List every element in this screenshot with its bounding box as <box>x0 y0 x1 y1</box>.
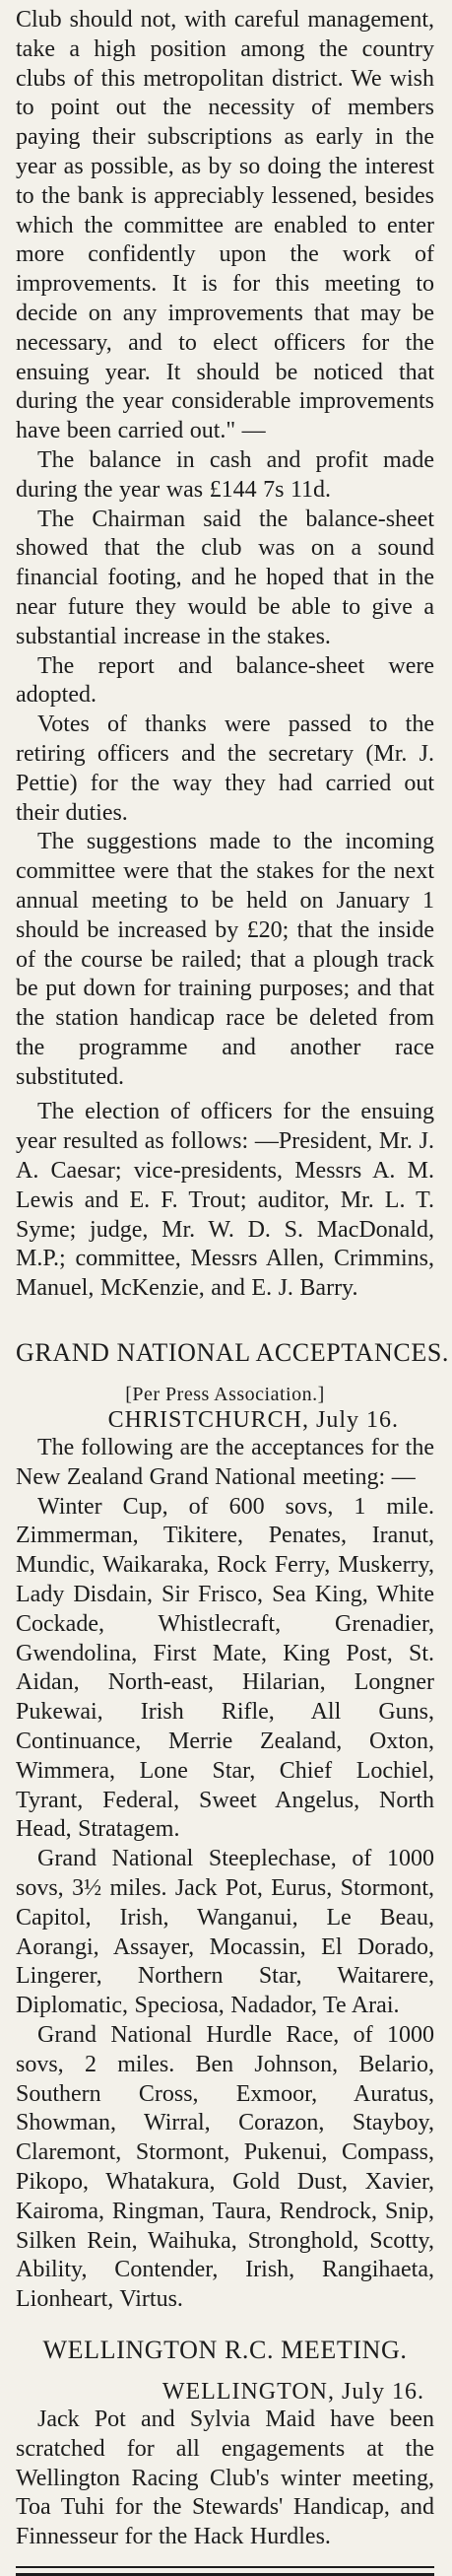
chairman-paragraph: The Chairman said the balance-sheet showed that the club was on a sound financial footing, and he hoped that in the near future they would be able to give a substantial increase in the stakes. <box>16 506 434 649</box>
text-column <box>16 6 450 2576</box>
hurdle-race-paragraph: Grand National Hurdle Race, of 1000 sovs, 2 miles. Ben Johnson, Belario, Southern Cross, Exmoor, Auratus, Showman, Wirral, Corazon, Stayboy, Claremont, Stormont, Pukenui, Compass, Pikopo, Whatakura, Gold Dust, Xavier, Kairoma, Ringman, Taura, Rendrock, Snip, Silken Rein, Waihuka, Stronghold, Scotty, Ability, Contender, Irish, Rangihaeta, Lionheart, Virtus. <box>16 2022 434 2313</box>
balance-paragraph: The balance in cash and profit made during the year was £144 7s 11d. <box>16 446 434 503</box>
dateline: CHRISTCHURCH, July 16. <box>107 1407 399 1434</box>
section-heading: GRAND NATIONAL ACCEPTANCES. <box>16 1338 450 1368</box>
dateline: WELLINGTON, July 16. <box>161 2378 424 2405</box>
suggestions-paragraph: The suggestions made to the incoming committee were that the stakes for the next annual meeting to be held on January 1 should be increased by £20; that the inside of the course be railed; that a plough track be put down for training purposes; and that the station handicap race be deleted from the programme and another race substituted. <box>16 829 434 1090</box>
intro-paragraph: The following are the acceptances for the New Zealand Grand National meeting: — <box>16 1435 434 1490</box>
election-paragraph: The election of officers for the ensuing year resulted as follows: —President, Mr. J. A. Caesar; vice-presidents, Messrs A. M. Lewis and E. F. Trout; auditor, Mr. L. T. Syme; judge, Mr. W. D. S. MacDonald, M.P.; committee, Messrs Allen, Crimmins, Manuel, McKenzie, and E. J. Barry. <box>16 1099 434 1302</box>
thanks-paragraph: Votes of thanks were passed to the retiring officers and the secretary (Mr. J. Pettie) for the way they had carried out their duties. <box>16 712 434 826</box>
press-association-credit: [Per Press Association.] <box>125 1384 325 1406</box>
wellington-rc-meeting <box>16 2335 434 2576</box>
closing-rule <box>16 2566 434 2576</box>
winter-cup-paragraph: Winter Cup, of 600 sovs, 1 mile. Zimmerman, Tikitere, Penates, Iranut, Mundic, Waikaraka, Rock Ferry, Muskerry, Lady Disdain, Sir Frisco, Sea King, White Cockade, Whistlecraft, Grenadier, Gwendolina, First Mate, King Post, St. Aidan, North-east, Hilarian, Longner Pukewai, Irish Rifle, All Guns, Continuance, Merrie Zealand, Oxton, Wimmera, Lone Star, Chief Lochiel, Tyrant, Federal, Sweet Angelus, North Head, Stratagem. <box>16 1493 434 1843</box>
section-heading: WELLINGTON R.C. MEETING. <box>42 2335 408 2364</box>
grand-national-acceptances <box>16 1337 450 2315</box>
scratchings-paragraph: Jack Pot and Sylvia Maid have been scratched for all engagements at the Wellington Racing Club's winter meeting, Toa Tuhi for the Stewards' Handicap, and Finnesseur for the Hack Hurdles. <box>16 2406 434 2550</box>
report-paragraph: Club should not, with careful management, take a high position among the country clubs of this metropolitan district. We wish to point out the necessity of members paying their subscriptions as early in the year as possible, as by so doing the interest to the bank is appreciably lessened, besides which the committee are enabled to enter more confidently upon the work of improvements. It is for this meeting to decide on any improvements that may be necessary, and to elect officers for the ensuing year. It should be noticed that during the year considerable improvements have been carried out." — <box>16 7 434 444</box>
adoption-paragraph: The report and balance-sheet were adopted. <box>16 652 434 709</box>
steeplechase-paragraph: Grand National Steeplechase, of 1000 sovs, 3½ miles. Jack Pot, Eurus, Stormont, Capitol, Irish, Wanganui, Le Beau, Aorangi, Assayer, Mocassin, El Dorado, Lingerer, Northern Star, Waitarere, Diplomatic, Speciosa, Nadador, Te Arai. <box>16 1846 434 2019</box>
club-meeting-report <box>16 6 434 1304</box>
